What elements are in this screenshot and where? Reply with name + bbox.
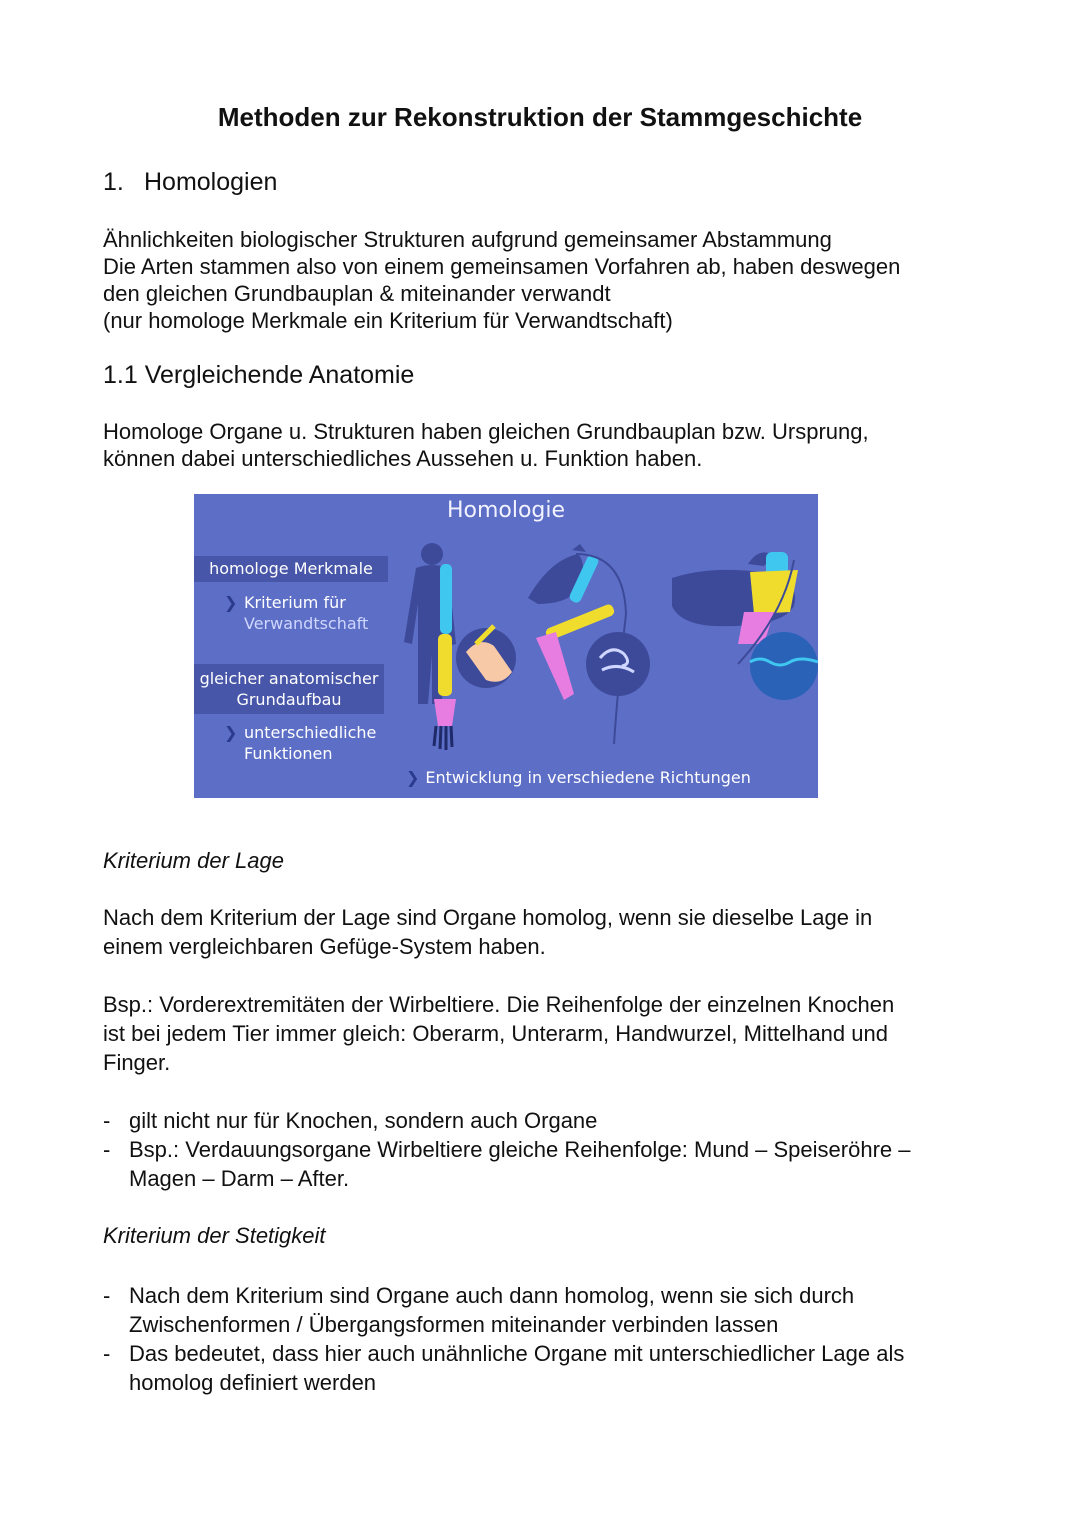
sublabel-text: Kriterium für [244,593,346,612]
list-item [103,1106,1003,1135]
homologie-figure [194,494,818,798]
writing-hand-icon [456,626,516,688]
label-entwicklung [406,768,751,787]
text-line: einem vergleichbaren Gefüge-System haben. [103,934,546,959]
section-heading-homologien [103,168,277,197]
list-item [103,1339,1003,1397]
section-heading-anatomie: 1.1 Vergleichende Anatomie [103,361,415,389]
stetigkeit-bullet-list [103,1281,1003,1397]
label-text: Entwicklung in verschiedene Richtungen [425,768,751,787]
text-line: Nach dem Kriterium der Lage sind Organe homolog, wenn sie dieselbe Lage in [103,905,873,930]
text-line: ist bei jedem Tier immer gleich: Oberarm, Unterarm, Handwurzel, Mittelhand und [103,1021,888,1046]
label-homologe-merkmale: homologe Merkmale [194,556,388,582]
water-icon [750,632,818,700]
text-line: Bsp.: Verdauungsorgane Wirbeltiere gleiche Reihenfolge: Mund – Speiseröhre – [129,1137,911,1162]
text-line: gilt nicht nur für Knochen, sondern auch Organe [129,1108,598,1133]
label-anatomischer-grundaufbau [194,664,384,714]
text-line: Das bedeutet, dass hier auch unähnliche Organe mit unterschiedlicher Lage als [129,1341,905,1366]
text-line: Zwischenformen / Übergangsformen miteinander verbinden lassen [129,1312,779,1337]
text-line: können dabei unterschiedliches Aussehen u. Funktion haben. [103,446,703,471]
page-title: Methoden zur Rekonstruktion der Stammgeschichte [217,102,863,132]
subheading-kriterium-lage: Kriterium der Lage [103,848,284,873]
section-title: Homologien [144,168,278,196]
list-item [103,1281,1003,1339]
lage-paragraph-1 [103,903,983,961]
text-line: Homologe Organe u. Strukturen haben gleichen Grundbauplan bzw. Ursprung, [103,419,869,444]
bullet-dash: - [103,1341,111,1366]
label-line: Grundaufbau [236,690,342,709]
bullet-dash: - [103,1137,111,1162]
lage-paragraph-2 [103,990,983,1077]
homologien-paragraph [103,226,983,334]
text-line: (nur homologe Merkmale ein Kriterium für Verwandtschaft) [103,308,673,333]
text-line: Die Arten stammen also von einem gemeinsamen Vorfahren ab, haben deswegen [103,254,901,279]
sublabel-funktionen [224,722,376,764]
chevron-right-icon: ❯ [406,768,420,787]
sublabel-verwandtschaft [224,592,368,634]
subheading-kriterium-stetigkeit: Kriterium der Stetigkeit [103,1223,326,1248]
wind-icon [586,632,650,696]
label-line: gleicher anatomischer [199,669,379,688]
text-line: Nach dem Kriterium sind Organe auch dann homolog, wenn sie sich durch [129,1283,855,1308]
text-line: Ähnlichkeiten biologischer Strukturen aufgrund gemeinsamer Abstammung [103,227,832,252]
list-item [103,1135,1003,1193]
text-line: Magen – Darm – After. [129,1166,350,1191]
anatomie-paragraph [103,418,983,472]
sublabel-text: unterschiedliche [244,723,377,742]
lage-bullet-list [103,1106,1003,1193]
bullet-dash: - [103,1283,111,1308]
sublabel-text: Funktionen [244,744,333,763]
text-line: den gleichen Grundbauplan & miteinander verwandt [103,281,611,306]
text-line: Finger. [103,1050,171,1075]
sublabel-text: Verwandtschaft [244,614,369,633]
text-line: homolog definiert werden [129,1370,377,1395]
figure-title: Homologie [446,498,566,523]
human-silhouette-icon [404,543,456,750]
chevron-right-icon: ❯ [224,723,238,742]
chevron-right-icon: ❯ [224,593,238,612]
bullet-dash: - [103,1108,111,1133]
section-number: 1. [103,168,124,196]
text-line: Bsp.: Vorderextremitäten der Wirbeltiere. Die Reihenfolge der einzelnen Knochen [103,992,895,1017]
